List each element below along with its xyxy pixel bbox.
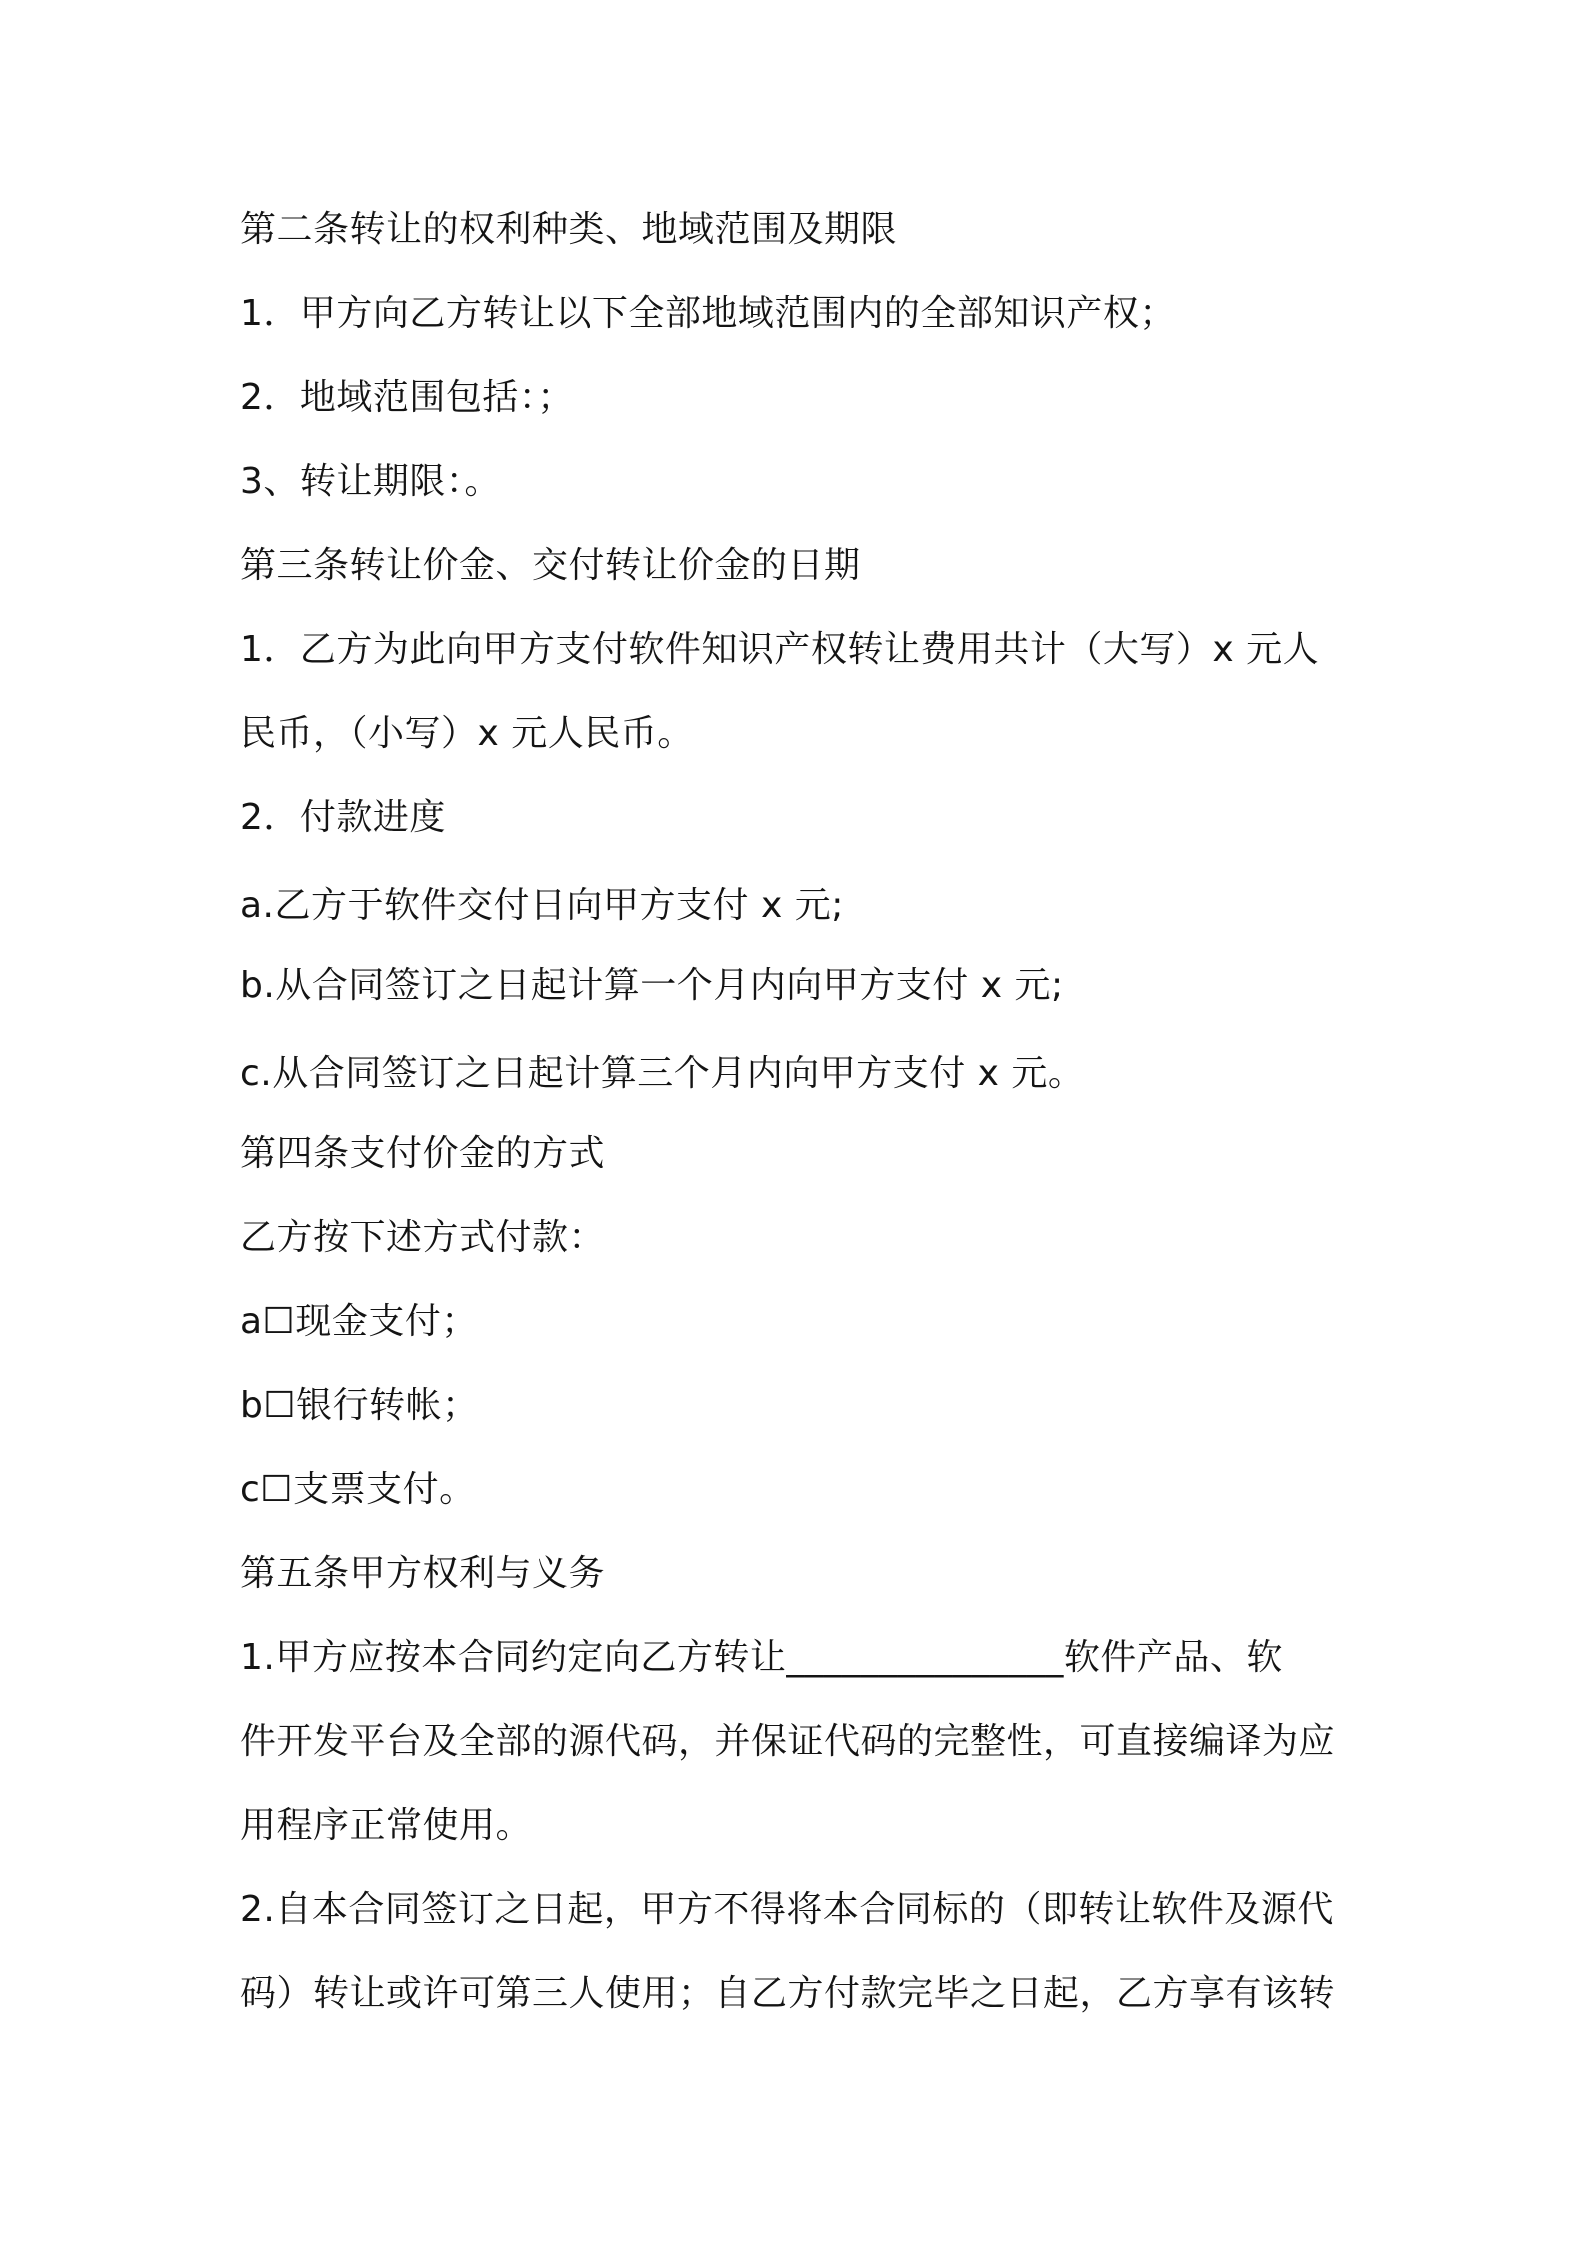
- article-2-heading: 第二条转让的权利种类、地域范围及期限: [240, 209, 898, 250]
- payment-schedule-a: a.乙方于软件交付日向甲方支付 x 元;: [240, 885, 844, 926]
- article-5-item-1-end: 用程序正常使用。: [240, 1805, 533, 1846]
- article-5-heading: 第五条甲方权利与义务: [240, 1553, 606, 1594]
- article-5-item-2: 2.自本合同签订之日起，甲方不得将本合同标的（即转让软件及源代: [240, 1889, 1334, 1930]
- payment-schedule-c: c.从合同签订之日起计算三个月内向甲方支付 x 元。: [240, 1053, 1085, 1094]
- payment-schedule-b: b.从合同签订之日起计算一个月内向甲方支付 x 元;: [240, 965, 1064, 1006]
- payment-method-cheque: c☐支票支付。: [240, 1469, 476, 1510]
- article-5-item-2-cont: 码）转让或许可第三人使用；自乙方付款完毕之日起，乙方享有该转: [240, 1973, 1336, 2014]
- payment-method-cash: a☐现金支付；: [240, 1301, 478, 1342]
- article-3-item-2: 2．付款进度: [240, 797, 446, 838]
- article-5-item-1: 1.甲方应按本合同约定向乙方转让_______________软件产品、软: [240, 1637, 1283, 1678]
- article-4-heading: 第四条支付价金的方式: [240, 1133, 606, 1174]
- article-3-item-1-cont: 民币，（小写）x 元人民币。: [240, 713, 694, 754]
- payment-method-transfer: b☐银行转帐；: [240, 1385, 479, 1426]
- article-3-heading: 第三条转让价金、交付转让价金的日期: [240, 545, 861, 586]
- article-2-item-2: 2．地域范围包括：；: [240, 377, 574, 418]
- article-3-item-1: 1．乙方为此向甲方支付软件知识产权转让费用共计（大写）x 元人: [240, 629, 1320, 670]
- article-5-item-1-cont: 件开发平台及全部的源代码，并保证代码的完整性，可直接编译为应: [240, 1721, 1336, 1762]
- article-2-item-1: 1．甲方向乙方转让以下全部地域范围内的全部知识产权；: [240, 293, 1176, 334]
- article-2-item-3: 3、转让期限：。: [240, 461, 501, 502]
- article-4-intro: 乙方按下述方式付款：: [240, 1217, 606, 1258]
